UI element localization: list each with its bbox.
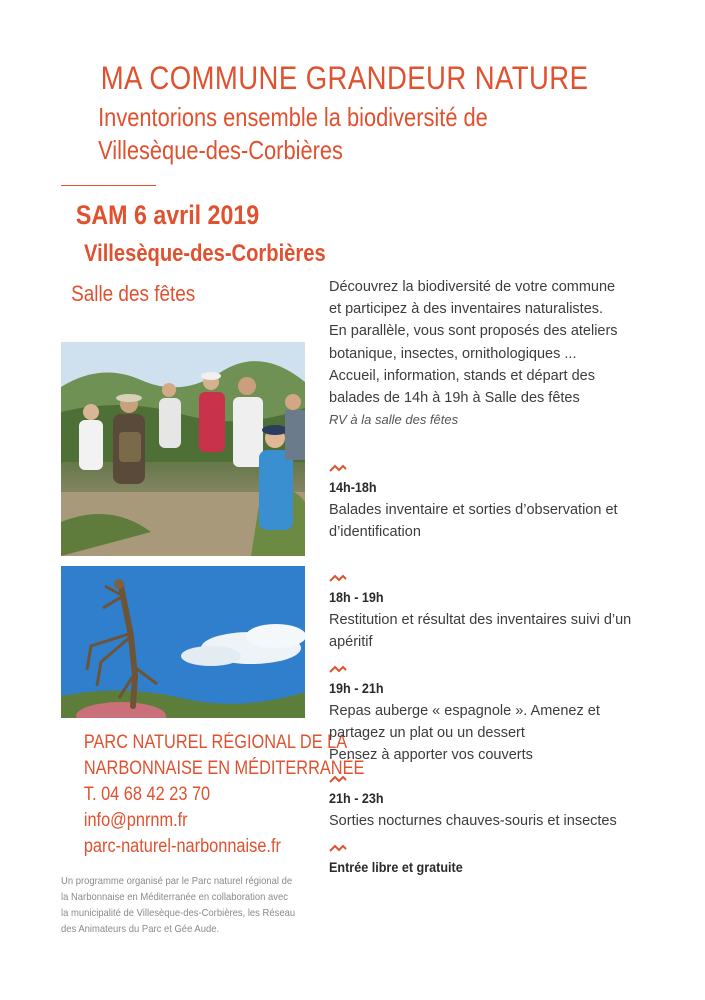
- intro-line: En parallèle, vous sont proposés des ateliers: [329, 323, 618, 340]
- schedule-item: [329, 573, 649, 653]
- subtitle-line-2: Villesèque-des-Corbières: [98, 135, 343, 165]
- subtitle-line-1: Inventorions ensemble la biodiversité de: [98, 102, 488, 132]
- mantis-photo: [61, 566, 305, 718]
- schedule-time: 18h - 19h: [329, 589, 384, 605]
- schedule-time: 19h - 21h: [329, 680, 384, 696]
- schedule-time: 14h-18h: [329, 479, 377, 495]
- chevron-wave-icon: [329, 573, 347, 583]
- schedule-time: 21h - 23h: [329, 790, 384, 806]
- organizer-name-line-2: NARBONNAISE EN MÉDITERRANÉE: [83, 758, 365, 779]
- organizer-phone: T. 04 68 42 23 70: [83, 784, 211, 805]
- organizer-website: parc-naturel-narbonnaise.fr: [83, 836, 281, 857]
- intro-text: [329, 276, 649, 431]
- schedule-desc: Balades inventaire et sorties d’observation et d’identification: [329, 502, 618, 540]
- page-subtitle: [98, 101, 488, 167]
- intro-line: et participez à des inventaires naturalistes.: [329, 301, 604, 318]
- title-divider: [61, 185, 156, 186]
- intro-line: Découvrez la biodiversité de votre commune: [329, 279, 616, 295]
- chevron-wave-icon: [329, 843, 347, 853]
- mantis-illustration: [61, 566, 305, 718]
- schedule-desc-extra: Pensez à apporter vos couverts: [329, 747, 533, 763]
- organizer-name-line-1: PARC NATUREL RÉGIONAL DE LA: [83, 732, 348, 753]
- event-venue: Salle des fêtes: [71, 281, 196, 306]
- intro-line: botanique, insectes, ornithologiques ...: [329, 345, 577, 362]
- schedule-desc: Sorties nocturnes chauves-souris et insectes: [329, 813, 617, 829]
- event-place: Villesèque-des-Corbières: [84, 240, 326, 267]
- entry-info: [329, 843, 649, 877]
- entry-text: Entrée libre et gratuite: [329, 859, 463, 875]
- group-outing-photo: [61, 342, 305, 556]
- schedule-desc: Repas auberge « espagnole ». Amenez et partagez un plat ou un dessert: [329, 703, 600, 741]
- schedule-item: [329, 463, 649, 543]
- organizer-email: info@pnrnm.fr: [83, 810, 188, 831]
- chevron-wave-icon: [329, 463, 347, 473]
- schedule-desc: Restitution et résultat des inventaires suivi d’un apéritif: [329, 612, 632, 650]
- chevron-wave-icon: [329, 664, 347, 674]
- chevron-wave-icon: [329, 774, 347, 784]
- footnote: Un programme organisé par le Parc naturel régional de la Narbonnaise en Méditerranée en collaboration avec la municipalité de Villesèque-des-Corbières, les Réseau des Animateurs du Parc et Gée Aude.: [61, 875, 296, 935]
- intro-line: balades de 14h à 19h à Salle des fêtes: [329, 390, 580, 407]
- organizer-contact: [84, 730, 365, 860]
- event-date: SAM 6 avril 2019: [75, 200, 260, 230]
- intro-line: Accueil, information, stands et départ des: [329, 367, 595, 384]
- page-title: MA COMMUNE GRANDEUR NATURE: [100, 60, 589, 96]
- schedule-item: [329, 664, 649, 766]
- schedule-item: [329, 774, 649, 832]
- intro-note: RV à la salle des fêtes: [329, 412, 459, 428]
- group-outing-illustration: [61, 342, 305, 556]
